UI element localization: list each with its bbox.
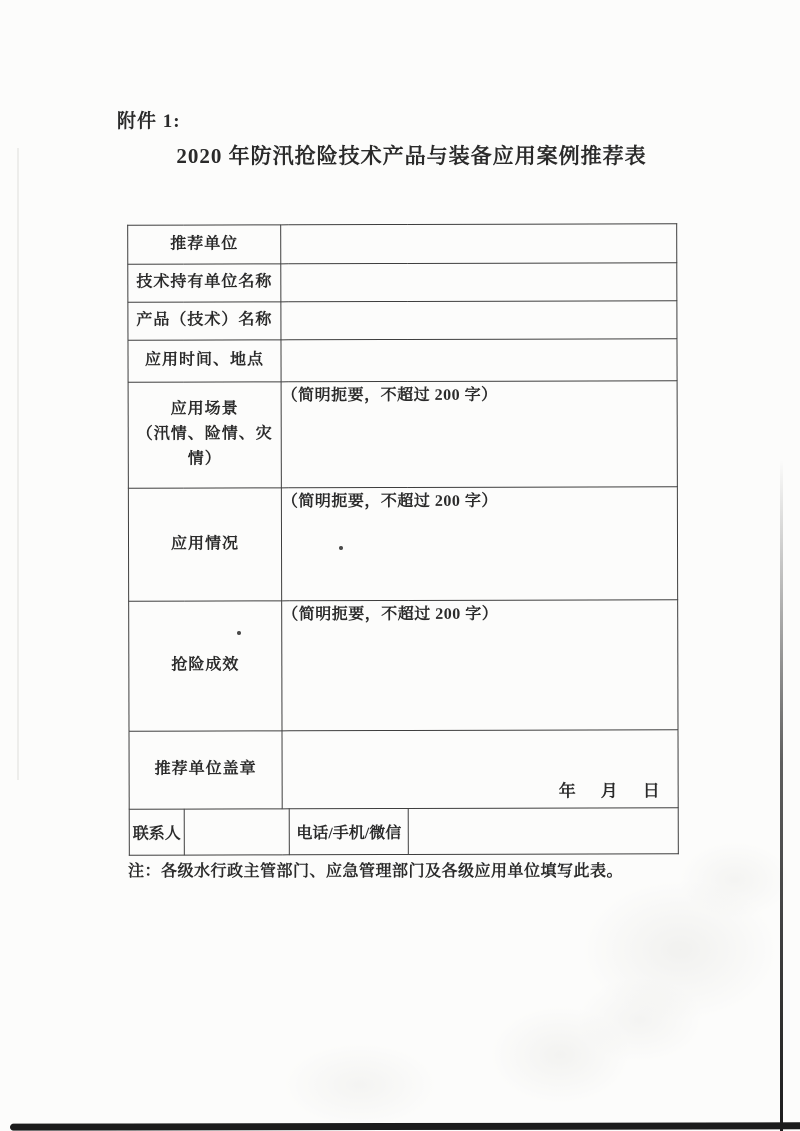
- table-row: [128, 339, 677, 382]
- table-row: [129, 600, 678, 731]
- hint-text: （简明扼要，不超过 200 字）: [281, 386, 498, 405]
- table-row: [128, 381, 677, 488]
- scan-artifact-speck: [237, 631, 241, 635]
- date-line: 年 月 日: [558, 781, 664, 801]
- row-value-application-status: [281, 487, 677, 601]
- row-value-rescue-effectiveness: [282, 600, 678, 731]
- row-value-unit-seal: [282, 730, 678, 809]
- contact-name-label: 联系人: [129, 809, 184, 855]
- recommendation-form: [127, 223, 679, 855]
- row-value-application-scenario: [281, 381, 677, 488]
- row-label-recommending-unit: 推荐单位: [128, 225, 281, 264]
- row-label-application-scenario: 应用场景 （汛情、险情、灾 情）: [128, 382, 281, 488]
- footnote: 注：各级水行政主管部门、应急管理部门及各级应用单位填写此表。: [128, 863, 624, 880]
- row-value-application-time-place: [281, 339, 677, 382]
- scan-artifact-speck: [339, 546, 343, 550]
- contact-name-value: [184, 809, 289, 855]
- row-label-product-name: 产品（技术）名称: [128, 302, 281, 340]
- page-title: 2020 年防汛抢险技术产品与装备应用案例推荐表: [176, 144, 647, 168]
- recommendation-form-table: [127, 223, 679, 855]
- scan-artifact-left-fold-line: [17, 148, 19, 780]
- table-row: [128, 263, 677, 302]
- contact-phone-value: [408, 808, 678, 855]
- table-row: [129, 730, 678, 809]
- row-value-tech-holder-name: [281, 263, 677, 302]
- scan-artifact-bottom-page-edge: [10, 1122, 800, 1130]
- scan-artifact-right-page-edge: [780, 460, 783, 1131]
- table-row: [129, 808, 678, 855]
- table-row: [128, 301, 677, 340]
- row-label-application-status: 应用情况: [128, 488, 281, 601]
- row-label-unit-seal: 推荐单位盖章: [129, 731, 282, 809]
- attachment-label: 附件 1:: [117, 111, 181, 132]
- row-label-rescue-effectiveness: 抢险成效: [129, 601, 282, 731]
- hint-text: （简明扼要，不超过 200 字）: [282, 605, 499, 624]
- row-value-product-name: [281, 301, 677, 340]
- row-label-tech-holder-name: 技术持有单位名称: [128, 264, 281, 302]
- row-label-application-time-place: 应用时间、地点: [128, 340, 281, 382]
- table-row: [128, 487, 677, 601]
- hint-text: （简明扼要，不超过 200 字）: [281, 492, 498, 511]
- contact-phone-label: 电话/手机/微信: [289, 808, 408, 854]
- row-value-recommending-unit: [281, 224, 677, 264]
- table-row: [128, 224, 677, 264]
